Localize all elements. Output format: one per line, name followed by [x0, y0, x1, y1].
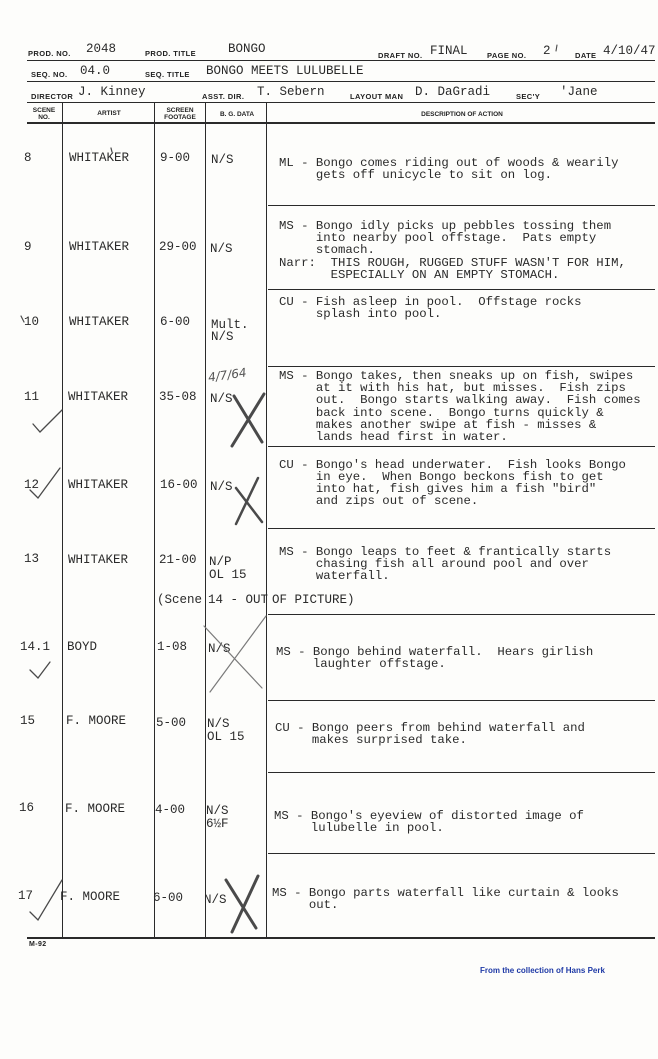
header-rule-1 — [27, 60, 655, 61]
description-line: into hat, fish gives him a fish "bird" — [279, 482, 597, 496]
artist: F. MOORE — [66, 714, 127, 728]
check-mark-icon — [30, 880, 62, 920]
grid-vline-1 — [62, 102, 63, 937]
row-divider — [268, 446, 655, 447]
row-divider — [268, 205, 655, 206]
scene14-note-part1: (Scene — [157, 593, 203, 607]
description-line: MS - Bongo parts waterfall like curtain & looks — [272, 886, 619, 900]
row-divider — [268, 366, 655, 367]
description-line: out. — [272, 898, 339, 912]
description-line: in eye. When Bongo beckons fish to get — [279, 470, 604, 484]
artist: BOYD — [67, 640, 98, 654]
bg-data: N/S — [208, 642, 231, 656]
row-divider — [268, 528, 655, 529]
page-no-value: 2 — [543, 44, 551, 58]
artist: WHITAKER — [68, 478, 129, 492]
bg-data: N/S — [206, 804, 229, 818]
description-line: MS - Bongo idly picks up pebbles tossing them — [279, 219, 612, 233]
cross-mark-icon — [232, 394, 264, 446]
prod-no-value: 2048 — [86, 42, 117, 56]
screen-footage: 29-00 — [159, 240, 197, 254]
draft-no-label: DRAFT NO. — [378, 51, 423, 60]
asst-dir-value: T. Sebern — [257, 85, 325, 99]
layout-man-label: LAYOUT MAN — [350, 92, 404, 101]
scene14-note-part3: OF PICTURE) — [272, 593, 355, 607]
check-mark-icon — [33, 410, 62, 432]
bg-data: N/S — [211, 153, 234, 167]
description-line: MS - Bongo takes, then sneaks up on fish, swipes — [279, 369, 634, 383]
col-bg-data: B. G. DATA — [219, 111, 255, 118]
artist: F. MOORE — [60, 890, 121, 904]
bg-data: OL 15 — [207, 730, 245, 744]
collection-credit: From the collection of Hans Perk — [480, 966, 605, 975]
description-line: into nearby pool offstage. Pats empty — [279, 231, 597, 245]
seq-title-value: BONGO MEETS LULUBELLE — [206, 64, 364, 78]
scene-no: 12 — [24, 478, 40, 492]
description-line: waterfall. — [279, 569, 390, 583]
bg-data: 6½F — [206, 817, 229, 831]
grid-vline-4 — [266, 102, 267, 937]
scene14-note-part2: 14 - OUT — [208, 593, 269, 607]
prod-title-label: PROD. TITLE — [145, 49, 197, 58]
screen-footage: 6-00 — [160, 315, 191, 329]
scene-no: 14.1 — [20, 640, 51, 654]
description-line: MS - Bongo leaps to feet & frantically starts — [279, 545, 612, 559]
page-no-label: PAGE NO. — [487, 51, 527, 60]
column-header-rule — [27, 122, 655, 124]
bg-data: N/S — [210, 480, 233, 494]
bg-data: N/P — [209, 555, 232, 569]
prod-no-label: PROD. NO. — [28, 49, 71, 58]
bg-data: N/S — [207, 717, 230, 731]
header-rule-3 — [27, 102, 655, 103]
scene-no: 15 — [20, 714, 36, 728]
date-value: 4/10/47 — [603, 44, 656, 58]
screen-footage: 1-08 — [157, 640, 188, 654]
prod-title-value: BONGO — [228, 42, 266, 56]
description-line: makes surprised take. — [275, 733, 467, 747]
bg-data: N/S — [210, 392, 233, 406]
description-line: stomach. — [279, 243, 375, 257]
seq-no-value: 04.0 — [80, 64, 111, 78]
scene-no: 11 — [24, 390, 40, 404]
description-line: CU - Bongo's head underwater. Fish looks Bongo — [279, 458, 626, 472]
screen-footage: 16-00 — [160, 478, 198, 492]
artist: WHITAKER — [68, 553, 129, 567]
scene-no: 10 — [24, 315, 40, 329]
description-line: chasing fish all around pool and over — [279, 557, 589, 571]
description-line: and zips out of scene. — [279, 494, 479, 508]
description-line: CU - Fish asleep in pool. Offstage rocks — [279, 295, 582, 309]
draft-no-value: FINAL — [430, 44, 468, 58]
secy-label: SEC'Y — [516, 92, 541, 101]
director-label: DIRECTOR — [31, 92, 74, 101]
description-line: out. Bongo starts walking away. Fish comes — [279, 393, 641, 407]
row-divider — [268, 700, 655, 701]
bg-data: N/S — [204, 893, 227, 907]
screen-footage: 4-00 — [155, 803, 186, 817]
bg-data: OL 15 — [209, 568, 247, 582]
cross-mark-icon — [236, 478, 262, 524]
artist: WHITAKER — [69, 240, 130, 254]
description-line: lulubelle in pool. — [274, 821, 444, 835]
col-artist: ARTIST — [97, 110, 121, 117]
description-line: MS - Bongo's eyeview of distorted image of — [274, 809, 584, 823]
description-line: ML - Bongo comes riding out of woods & wearily — [279, 156, 619, 170]
cross-mark-icon — [226, 876, 258, 932]
tick-mark-icon — [556, 45, 557, 51]
scene-no: 9 — [24, 240, 32, 254]
header-rule-2 — [27, 81, 655, 82]
scene-no: 8 — [24, 151, 32, 165]
secy-value: 'Jane — [560, 85, 598, 99]
bg-data: N/S — [211, 330, 234, 344]
scene-no: 13 — [24, 552, 40, 566]
col-description: DESCRIPTION OF ACTION — [421, 111, 503, 118]
check-mark-icon — [30, 662, 50, 678]
row-divider — [268, 289, 655, 290]
description-line: splash into pool. — [279, 307, 442, 321]
row-divider — [268, 614, 655, 615]
scene-no: 16 — [19, 801, 35, 815]
seq-no-label: SEQ. NO. — [31, 70, 68, 79]
screen-footage: 6-00 — [153, 891, 184, 905]
form-number: M-92 — [29, 941, 47, 948]
screen-footage: 9-00 — [160, 151, 191, 165]
date-label: DATE — [575, 51, 597, 60]
layout-man-value: D. DaGradi — [415, 85, 491, 99]
description-line: lands head first in water. — [279, 430, 508, 444]
description-line: makes another swipe at fish - misses & — [279, 418, 597, 432]
row-divider — [268, 853, 655, 854]
description-line: at it with his hat, but misses. Fish zips — [279, 381, 626, 395]
description-line: MS - Bongo behind waterfall. Hears girlish — [276, 645, 594, 659]
col-screen-footage: SCREEN FOOTAGE — [164, 107, 196, 121]
screen-footage: 35-08 — [159, 390, 197, 404]
director-value: J. Kinney — [78, 85, 146, 99]
scene-no: 17 — [18, 889, 34, 903]
asst-dir-label: ASST. DIR. — [202, 92, 245, 101]
col-scene-no: SCENE NO. — [32, 107, 56, 121]
bg-data: N/S — [210, 242, 233, 256]
description-line: laughter offstage. — [276, 657, 446, 671]
artist: WHITAKER — [69, 315, 130, 329]
description-line: Narr: THIS ROUGH, RUGGED STUFF WASN'T FOR HIM, — [279, 256, 626, 270]
handwritten-date: 4/7/64 — [207, 365, 248, 385]
bg-data: Mult. — [211, 318, 249, 332]
artist: WHITAKER — [69, 151, 130, 165]
description-line: gets off unicycle to sit on log. — [279, 168, 553, 182]
seq-title-label: SEQ. TITLE — [145, 70, 190, 79]
description-line: CU - Bongo peers from behind waterfall and — [275, 721, 585, 735]
row-divider — [268, 772, 655, 773]
screen-footage: 21-00 — [159, 553, 197, 567]
description-line: ESPECIALLY ON AN EMPTY STOMACH. — [279, 268, 560, 282]
description-line: back into scene. Bongo turns quickly & — [279, 406, 604, 420]
table-bottom-rule — [27, 937, 655, 939]
artist: WHITAKER — [68, 390, 129, 404]
screen-footage: 5-00 — [156, 716, 187, 730]
artist: F. MOORE — [65, 802, 126, 816]
